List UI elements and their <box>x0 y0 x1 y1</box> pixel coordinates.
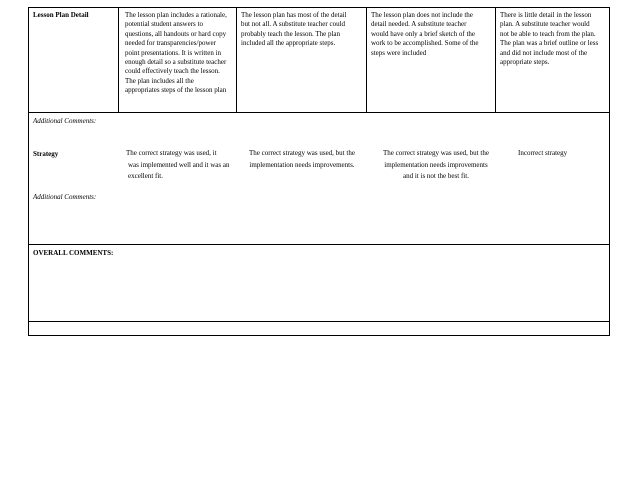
detail-level-3: The lesson plan does not include the detail needed. A substitute teacher would have only a brief sketch of the work to be accomplished. Some of the steps were included <box>371 11 479 57</box>
column-divider-1 <box>118 8 119 112</box>
additional-comments-label-strategy: Additional Comments: <box>33 193 97 201</box>
row-divider-comments-bottom <box>29 244 609 245</box>
criterion-strategy: Strategy <box>33 150 59 158</box>
additional-comments-label-detail: Additional Comments: <box>33 117 97 125</box>
overall-comments-label: OVERALL COMMENTS: <box>33 249 114 257</box>
strategy-level-4: Incorrect strategy <box>518 149 568 157</box>
column-divider-3 <box>366 8 367 112</box>
row-divider-detail-bottom <box>29 112 609 113</box>
detail-level-2: The lesson plan has most of the detail but not all. A substitute teacher could probably teach the lesson. The plan included all the appropriate steps. <box>241 11 347 48</box>
column-divider-2 <box>236 8 237 112</box>
strategy-level-1: The correct strategy was used, it was implemented well and it was an excellent fit. <box>126 149 230 181</box>
rubric-table <box>28 7 610 336</box>
detail-level-4: There is little detail in the lesson plan. A substitute teacher would not be able to teach from the plan. The plan was a brief outline or less and did not include most of the appropriate steps. <box>500 11 599 67</box>
row-divider-overall-bottom <box>29 321 609 322</box>
criterion-lesson-plan-detail: Lesson Plan Detail <box>33 11 89 19</box>
strategy-level-2: The correct strategy was used, but the implementation needs improvements. <box>249 149 355 169</box>
column-divider-4 <box>495 8 496 112</box>
strategy-level-3: The correct strategy was used, but the implementation needs improvements and it is not the best fit. <box>383 149 489 181</box>
detail-level-1: The lesson plan includes a rationale, potential student answers to questions, all handouts or hard copy needed for transparencies/power point presentations. It is written in enough detail so a substitute teacher could effectively teach the lesson. The plan includes all the appropriates steps of the lesson plan <box>125 11 227 95</box>
